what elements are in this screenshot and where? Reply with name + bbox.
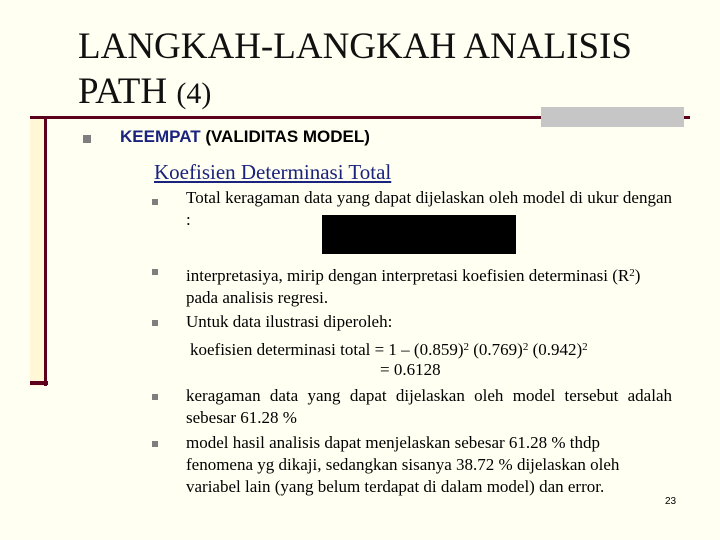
small-square-bullet-icon (152, 269, 158, 275)
redacted-formula-image (322, 215, 516, 254)
small-square-bullet-icon (152, 320, 158, 326)
page-number: 23 (665, 496, 677, 507)
item-interpretation (186, 262, 672, 309)
formula-exp-3: 2 (582, 341, 588, 353)
formula-exp-2: 2 (522, 341, 529, 353)
item-explained-variance: keragaman data yang dapat dijelaskan oleh model tersebut adalah sebesar 61.28 % (186, 386, 672, 427)
item-interpretation-b: ) pada analisis regresi. (186, 266, 641, 307)
square-bullet-icon (83, 135, 91, 143)
item-illustration: Untuk data ilustrasi diperoleh: (186, 312, 393, 331)
small-square-bullet-icon (152, 394, 158, 400)
title-number: (4) (176, 77, 212, 110)
r-squared-exponent: 2 (629, 267, 635, 279)
item-total-variance: Total keragaman data yang dapat dijelaskan oleh model di ukur dengan : (186, 188, 672, 229)
small-square-bullet-icon (152, 199, 158, 205)
level1-rest: (VALIDITAS MODEL) (200, 127, 370, 146)
divider-accent-block (541, 107, 684, 127)
level2-heading: Koefisien Determinasi Total (154, 160, 392, 184)
title-line-1: LANGKAH-LANGKAH ANALISIS (78, 26, 632, 67)
small-square-bullet-icon (152, 441, 158, 447)
formula-line (190, 336, 588, 361)
level1-heading (120, 127, 370, 147)
title-path: PATH (78, 71, 168, 112)
formula-result: = 0.6128 (380, 360, 441, 379)
formula-mid-2: (0.942) (528, 340, 583, 359)
slide-title (78, 24, 698, 116)
left-accent-bar (30, 118, 47, 386)
formula-prefix: koefisien determinasi total = 1 – (0.859) (190, 340, 464, 359)
formula-mid-1: (0.769) (469, 340, 523, 359)
level1-keyword: KEEMPAT (120, 127, 201, 146)
left-accent-bar-cap (30, 381, 48, 385)
formula-exp-1: 2 (463, 341, 469, 353)
item-model-explanation: model hasil analisis dapat menjelaskan sebesar 61.28 % thdp fenomena yg dikaji, sedangkan sisanya 38.72 % dijelaskan oleh variabel lain (yang belum terdapat di dalam model) dan error. (186, 433, 620, 496)
item-interpretation-a: interpretasiya, mirip dengan interpretasi koefisien determinasi (R (186, 266, 630, 285)
